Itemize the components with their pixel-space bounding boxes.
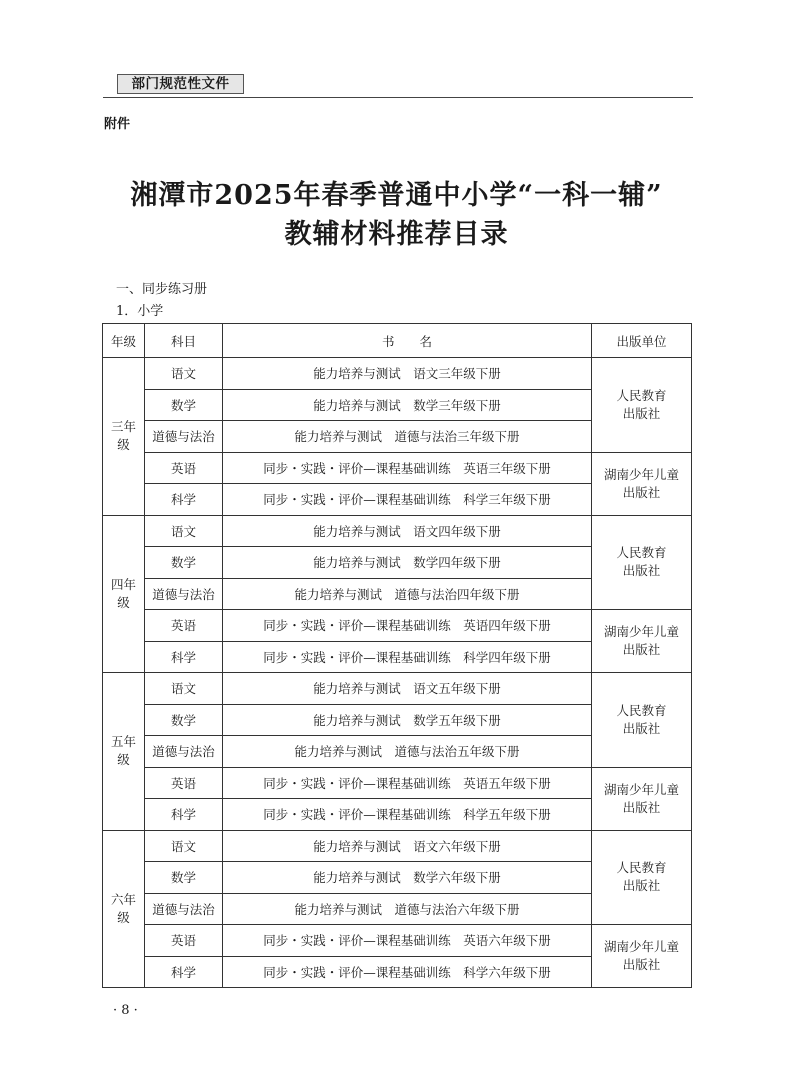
book-title-cell: 同步・实践・评价—课程基础训练 英语五年级下册 — [223, 767, 592, 799]
recommendation-table — [102, 323, 692, 988]
grade-cell — [103, 515, 145, 673]
publisher-label: 出版社 — [622, 642, 661, 657]
subject-cell: 语文 — [145, 515, 223, 547]
publisher-cell — [592, 515, 692, 610]
book-title-cell: 能力培养与测试 道德与法治五年级下册 — [223, 736, 592, 768]
col-header-subject: 科目 — [145, 324, 223, 358]
subject-cell: 数学 — [145, 547, 223, 579]
publisher-label: 出版社 — [622, 405, 661, 421]
grade-label: 六年 — [110, 891, 136, 907]
book-title-cell: 能力培养与测试 语文四年级下册 — [223, 515, 592, 547]
publisher-cell — [592, 358, 692, 453]
subject-cell: 语文 — [145, 358, 223, 390]
col-header-book: 书 名 — [223, 324, 592, 358]
subject-cell: 英语 — [145, 925, 223, 957]
subject-cell: 道德与法治 — [145, 736, 223, 768]
book-title-cell: 同步・实践・评价—课程基础训练 科学三年级下册 — [223, 484, 592, 516]
publisher-label: 人民教育 — [616, 860, 667, 876]
subject-cell: 数学 — [145, 389, 223, 421]
book-title-cell: 能力培养与测试 数学三年级下册 — [223, 389, 592, 421]
subject-cell: 科学 — [145, 799, 223, 831]
publisher-cell — [592, 925, 692, 988]
category-label: 部门规范性文件 — [117, 74, 244, 94]
book-title-cell: 能力培养与测试 道德与法治四年级下册 — [223, 578, 592, 610]
book-title-cell: 能力培养与测试 数学六年级下册 — [223, 862, 592, 894]
publisher-label: 湖南少年儿童 — [603, 466, 679, 482]
table-row — [103, 515, 692, 547]
table-row — [103, 767, 692, 799]
section-subheading: 1．小学 — [116, 304, 164, 319]
book-title-cell: 同步・实践・评价—课程基础训练 英语三年级下册 — [223, 452, 592, 484]
book-title-cell: 同步・实践・评价—课程基础训练 科学六年级下册 — [223, 956, 592, 988]
table-row — [103, 452, 692, 484]
publisher-label: 湖南少年儿童 — [603, 624, 679, 639]
grade-cell — [103, 673, 145, 831]
book-title-cell: 能力培养与测试 道德与法治六年级下册 — [223, 893, 592, 925]
grade-cell — [103, 830, 145, 988]
book-title-cell: 能力培养与测试 语文三年级下册 — [223, 358, 592, 390]
publisher-label: 出版社 — [622, 799, 661, 815]
col-header-publisher: 出版单位 — [592, 324, 692, 358]
publisher-label: 出版社 — [622, 878, 661, 894]
book-title-cell: 能力培养与测试 语文六年级下册 — [223, 830, 592, 862]
attachment-label: 附件 — [104, 117, 131, 132]
header-rule — [103, 97, 693, 98]
book-title-cell: 同步・实践・评价—课程基础训练 科学四年级下册 — [223, 641, 592, 673]
publisher-cell — [592, 610, 692, 673]
book-title-cell: 能力培养与测试 道德与法治三年级下册 — [223, 421, 592, 453]
subject-cell: 道德与法治 — [145, 421, 223, 453]
subject-cell: 英语 — [145, 767, 223, 799]
col-header-grade: 年级 — [103, 324, 145, 358]
publisher-label: 人民教育 — [616, 545, 667, 561]
section-heading: 一、同步练习册 — [116, 282, 208, 297]
subject-cell: 语文 — [145, 673, 223, 705]
grade-label: 三年 — [110, 419, 136, 435]
subject-cell: 英语 — [145, 610, 223, 642]
grade-label: 级 — [117, 437, 130, 453]
table-row — [103, 925, 692, 957]
doc-title-line1: 湘潭市2025年春季普通中小学“一科一辅” — [130, 180, 663, 211]
publisher-cell — [592, 830, 692, 925]
table-row — [103, 830, 692, 862]
subject-cell: 数学 — [145, 704, 223, 736]
publisher-cell — [592, 452, 692, 515]
subject-cell: 道德与法治 — [145, 893, 223, 925]
grade-label: 五年 — [110, 734, 136, 750]
book-title-cell: 同步・实践・评价—课程基础训练 英语四年级下册 — [223, 610, 592, 642]
publisher-label: 出版社 — [622, 484, 661, 500]
publisher-label: 湖南少年儿童 — [603, 939, 679, 954]
subject-cell: 英语 — [145, 452, 223, 484]
publisher-label: 湖南少年儿童 — [603, 781, 679, 797]
book-title-cell: 能力培养与测试 数学五年级下册 — [223, 704, 592, 736]
book-title-cell: 同步・实践・评价—课程基础训练 英语六年级下册 — [223, 925, 592, 957]
grade-label: 级 — [117, 594, 130, 610]
table-row — [103, 358, 692, 390]
grade-label: 级 — [117, 909, 130, 925]
grade-label: 四年 — [110, 576, 136, 592]
publisher-label: 出版社 — [622, 563, 661, 579]
publisher-cell — [592, 767, 692, 830]
table-row — [103, 610, 692, 642]
book-title-cell: 能力培养与测试 数学四年级下册 — [223, 547, 592, 579]
table-header-row — [103, 324, 692, 358]
subject-cell: 科学 — [145, 641, 223, 673]
subject-cell: 科学 — [145, 484, 223, 516]
table-row — [103, 673, 692, 705]
publisher-label: 出版社 — [622, 957, 661, 972]
book-title-cell: 同步・实践・评价—课程基础训练 科学五年级下册 — [223, 799, 592, 831]
book-title-cell: 能力培养与测试 语文五年级下册 — [223, 673, 592, 705]
subject-cell: 道德与法治 — [145, 578, 223, 610]
doc-title-line2: 教辅材料推荐目录 — [284, 219, 509, 250]
publisher-label: 人民教育 — [616, 702, 667, 718]
publisher-cell — [592, 673, 692, 768]
subject-cell: 数学 — [145, 862, 223, 894]
publisher-label: 人民教育 — [616, 387, 667, 403]
page-number: · 8 · — [113, 1003, 138, 1018]
publisher-label: 出版社 — [622, 720, 661, 736]
subject-cell: 科学 — [145, 956, 223, 988]
subject-cell: 语文 — [145, 830, 223, 862]
grade-cell — [103, 358, 145, 516]
grade-label: 级 — [117, 752, 130, 768]
